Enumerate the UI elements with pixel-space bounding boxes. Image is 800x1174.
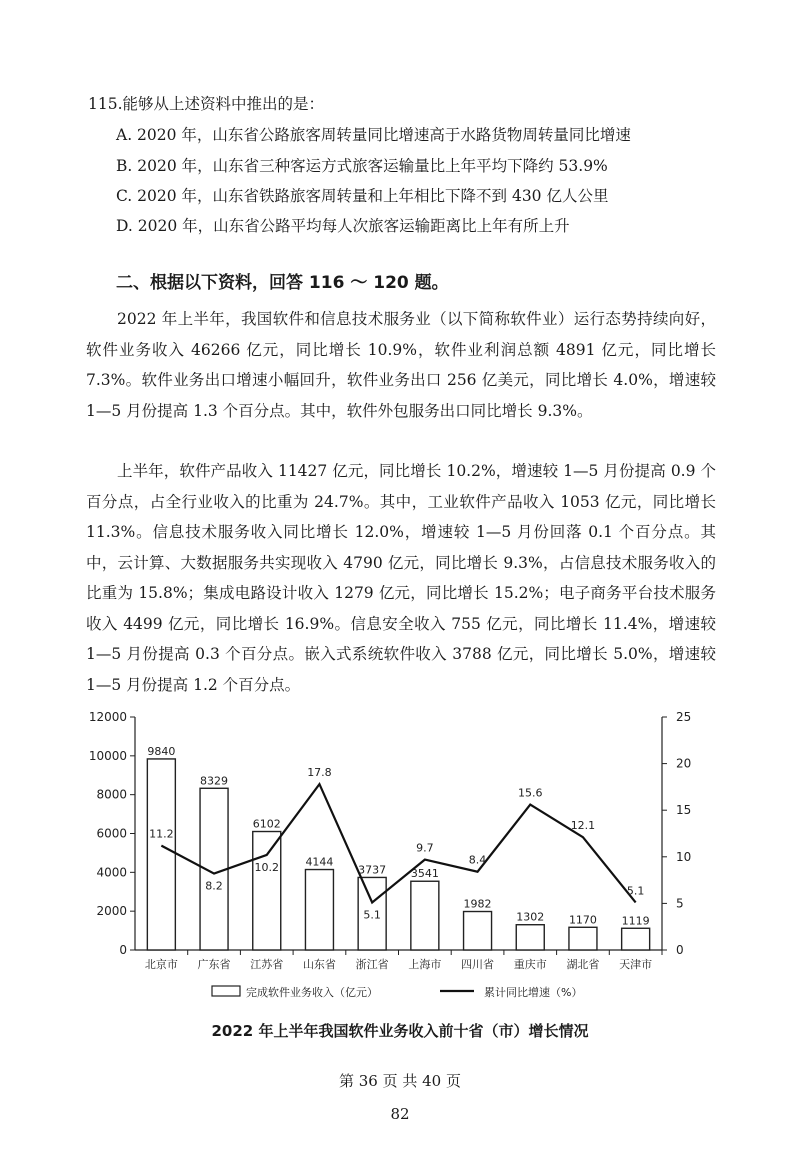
left-axis-tick-label: 0 — [119, 943, 127, 957]
chart-title: 2022 年上半年我国软件业务收入前十省（市）增长情况 — [211, 1022, 589, 1040]
right-axis-tick-label: 15 — [676, 803, 692, 818]
left-axis-tick-label: 12000 — [88, 710, 127, 724]
paragraph-2: 上半年，软件产品收入 11427 亿元，同比增长 10.2%，增速较 1—5 月份提高 0.9 个百分点，占全行业收入的比重为 24.7%。其中，工业软件产品收入 1053 亿元，同比增长 11.3%。信息技术服务收入同比增长 12.0%，增速较 1—5 月份回落 0.1 个百分点。其中，云计算、大数据服务共实现收入 4790 亿元，同比增长 9.3%，占信息技术服务收入的比重为 15.8%；集成电路设计收入 1279 亿元，同比增长 15.2%；电子商务平台技术服务收入 4499 亿元，同比增长 16.9%。信息安全收入 755 亿元，同比增长 11.4%，增速较 1—5 月份提高 0.3 个百分点。嵌入式系统软件收入 3788 亿元，同比增长 5.0%，增速较 1—5 月份提高 1.2 个百分点。 — [86, 462, 716, 694]
right-axis-tick-label: 20 — [676, 756, 692, 771]
x-axis-category-label: 重庆市 — [513, 958, 547, 971]
growth-rate-label: 9.7 — [416, 841, 434, 855]
bar-value-label: 9840 — [147, 744, 176, 758]
x-axis-category-label: 江苏省 — [250, 958, 284, 971]
left-axis-tick-label: 2000 — [96, 904, 127, 919]
growth-rate-label: 11.2 — [149, 827, 174, 841]
legend-bar-label: 完成软件业务收入（亿元） — [246, 986, 378, 999]
bar — [569, 927, 597, 950]
right-axis-tick-label: 5 — [676, 896, 684, 911]
bar — [516, 925, 544, 950]
legend-line-label: 累计同比增速（%） — [484, 986, 583, 999]
bar-value-label: 1302 — [516, 910, 545, 924]
growth-rate-label: 5.1 — [626, 884, 645, 898]
option-c: C. 2020 年，山东省铁路旅客周转量和上年相比下降不到 430 亿人公里 — [116, 187, 609, 205]
paragraph-1: 2022 年上半年，我国软件和信息技术服务业（以下简称软件业）运行态势持续向好，软件业务收入 46266 亿元，同比增长 10.9%，软件业利润总额 4891 亿元，同比增长 7.3%。软件业务出口增速小幅回升，软件业务出口 256 亿美元，同比增长 4.0%，增速较 1—5 月份提高 1.3 个百分点。其中，软件外包服务出口同比增长 9.3%。 — [86, 310, 716, 420]
right-axis-tick-label: 10 — [676, 849, 692, 864]
bar-value-label: 4144 — [305, 855, 334, 869]
x-axis-category-label: 天津市 — [619, 958, 653, 971]
growth-rate-label: 10.2 — [254, 860, 279, 874]
growth-rate-label: 8.2 — [205, 879, 223, 893]
left-axis-tick-label: 8000 — [96, 787, 127, 802]
bar — [411, 881, 439, 950]
section-heading: 二、根据以下资料，回答 116 ～ 120 题。 — [116, 273, 449, 293]
x-axis-category-label: 广东省 — [197, 958, 231, 971]
bar — [253, 832, 281, 950]
x-axis-category-label: 上海市 — [408, 958, 442, 971]
question-title: 115.能够从上述资料中推出的是： — [88, 95, 325, 113]
bar-value-label: 6102 — [252, 817, 281, 831]
bar — [622, 928, 650, 950]
page-number: 82 — [390, 1105, 410, 1123]
growth-rate-label: 15.6 — [518, 786, 543, 800]
revenue-growth-chart — [0, 700, 800, 1015]
x-axis-category-label: 北京市 — [144, 958, 178, 971]
growth-rate-label: 5.1 — [363, 908, 381, 922]
legend-bar-swatch — [212, 986, 240, 996]
bar — [464, 912, 492, 950]
bar-value-label: 1170 — [568, 913, 597, 927]
growth-rate-label: 8.4 — [468, 853, 487, 867]
bar — [305, 870, 333, 950]
growth-rate-label: 12.1 — [570, 819, 596, 833]
option-b: B. 2020 年，山东省三种客运方式旅客运输量比上年平均下降约 53.9% — [116, 157, 608, 175]
right-axis-tick-label: 25 — [676, 710, 692, 724]
growth-rate-label: 17.8 — [307, 766, 332, 780]
option-d: D. 2020 年，山东省公路平均每人次旅客运输距离比上年有所上升 — [116, 217, 570, 235]
bar-value-label: 3737 — [358, 863, 387, 877]
left-axis-tick-label: 4000 — [96, 865, 127, 880]
bar-value-label: 8329 — [200, 774, 229, 788]
left-axis-tick-label: 6000 — [96, 826, 127, 841]
x-axis-category-label: 浙江省 — [355, 958, 389, 971]
page-info: 第 36 页 共 40 页 — [338, 1072, 461, 1090]
x-axis-category-label: 四川省 — [461, 958, 495, 971]
growth-rate-line — [161, 784, 635, 902]
bar-value-label: 1119 — [621, 914, 650, 928]
bar-value-label: 1982 — [463, 897, 492, 911]
left-axis-tick-label: 10000 — [88, 748, 127, 763]
x-axis-category-label: 山东省 — [302, 958, 336, 971]
bar — [147, 759, 175, 950]
right-axis-tick-label: 0 — [676, 943, 684, 957]
x-axis-category-label: 湖北省 — [566, 958, 600, 971]
option-a: A. 2020 年，山东省公路旅客周转量同比增速高于水路货物周转量同比增速 — [116, 126, 631, 144]
bar-value-label: 3541 — [410, 867, 439, 881]
